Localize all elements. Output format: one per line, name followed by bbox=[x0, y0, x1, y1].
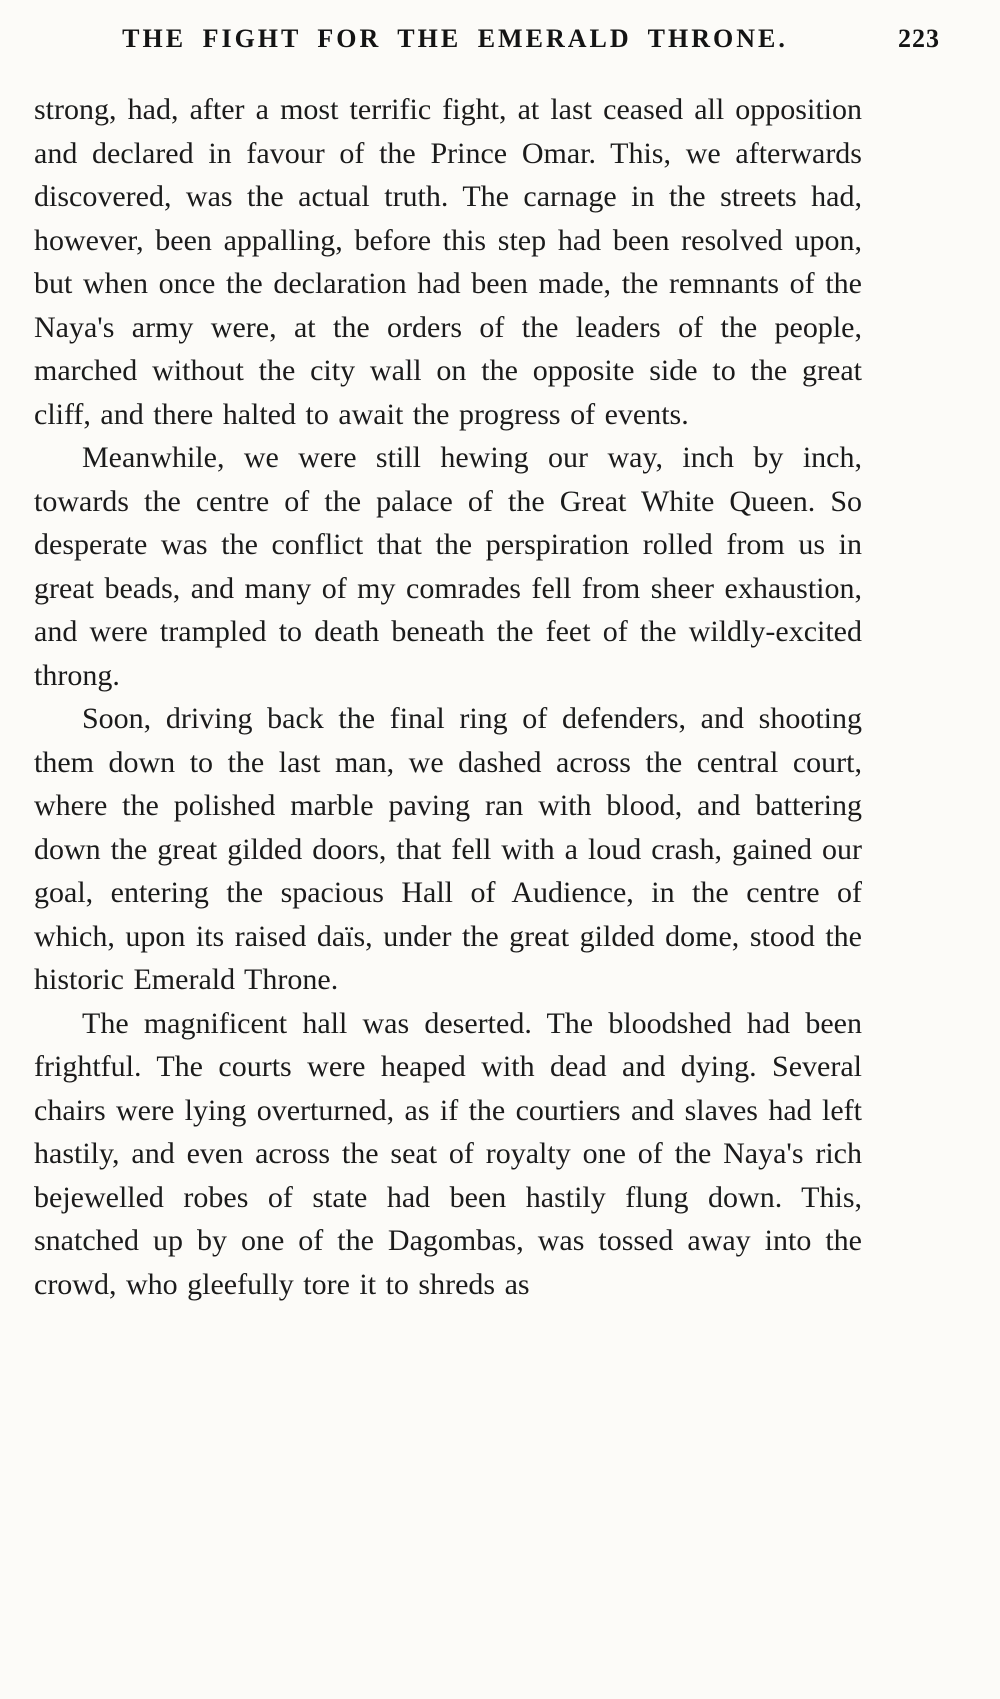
paragraph-3: Soon, driving back the final ring of defenders, and shooting them down to the last man, we dashed across the central court, where the polished marble paving ran with blood, and battering down the great gilded doors, that fell with a loud crash, gained our goal, entering the spacious Hall of Audience, in the centre of which, upon its raised daïs, under the great gilded dome, stood the historic Emerald Throne. bbox=[34, 702, 862, 996]
paragraph-4: The magnificent hall was deserted. The bloodshed had been frightful. The courts were heaped with dead and dying. Several chairs were lying overturned, as if the courtiers and slaves had left hastily, and even across the seat of royalty one of the Naya's rich bejewelled robes of state had been hastily flung down. This, snatched up by one of the Dagombas, was tossed away into the crowd, who gleefully tore it to shreds as bbox=[34, 1006, 862, 1301]
page-number: 223 bbox=[898, 24, 940, 53]
running-head-title: THE FIGHT FOR THE EMERALD THRONE. bbox=[122, 24, 788, 53]
paragraph-2: Meanwhile, we were still hewing our way, inch by inch, towards the centre of the palace of the Great White Queen. So desperate was the conflict that the perspiration rolled from us in great beads, and many of my comrades fell from sheer exhaustion, and were trampled to death beneath the feet of the wildly-excited throng. bbox=[34, 441, 862, 692]
paragraph-1: strong, had, after a most terrific fight, at last ceased all opposition and declared in favour of the Prince Omar. This, we afterwards discovered, was the actual truth. The carnage in the streets had, however, been appalling, before this step had been resolved upon, but when once the declaration had been made, the remnants of the Naya's army were, at the orders of the leaders of the people, marched without the city wall on the opposite side to the great cliff, and there halted to await the progress of events. bbox=[34, 93, 862, 431]
page-header bbox=[60, 24, 940, 70]
page-body bbox=[34, 88, 862, 1306]
